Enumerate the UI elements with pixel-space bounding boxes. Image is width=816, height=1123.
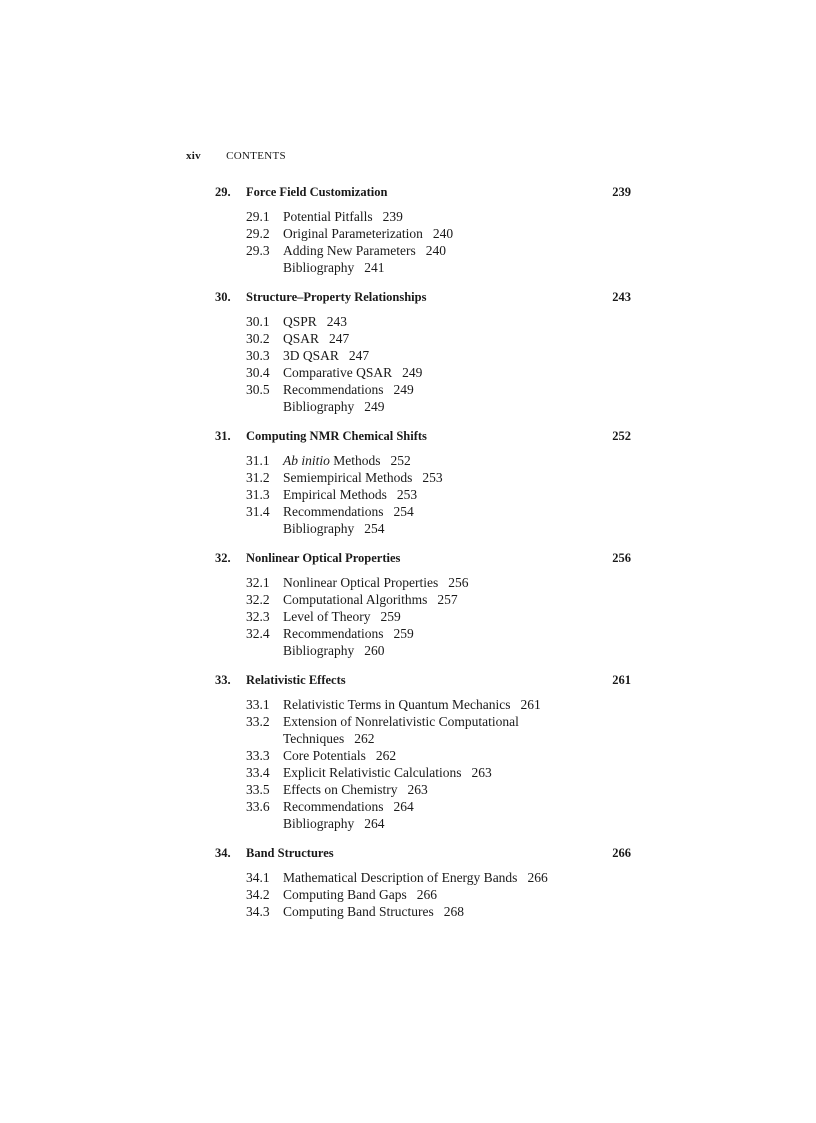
section-title: Computing Band Gaps	[283, 887, 407, 902]
bibliography-page: 264	[364, 816, 385, 831]
section-title: Semiempirical Methods	[283, 470, 413, 485]
section-page: 247	[329, 331, 350, 346]
section-title: Recommendations	[283, 504, 384, 519]
section-title: Core Potentials	[283, 748, 366, 763]
bibliography-entry	[215, 259, 631, 276]
section-entry	[215, 364, 631, 381]
section-number: 31.4	[246, 504, 270, 519]
section-title-continued: Techniques	[283, 731, 345, 746]
section-number: 33.5	[246, 782, 270, 797]
section-page: 256	[448, 575, 469, 590]
chapter-title: Force Field Customization	[246, 185, 388, 199]
section-title: Computing Band Structures	[283, 904, 434, 919]
section-page: 249	[393, 382, 414, 397]
section-number: 32.2	[246, 592, 270, 607]
bibliography-entry	[215, 398, 631, 415]
section-number: 33.3	[246, 748, 270, 763]
chapter-heading	[215, 428, 631, 445]
section-title: QSPR	[283, 314, 317, 329]
section-title: Mathematical Description of Energy Bands	[283, 870, 518, 885]
page-folio: xiv	[186, 150, 201, 162]
section-entry	[215, 313, 631, 330]
section-entry	[215, 330, 631, 347]
section-entry	[215, 903, 631, 920]
section-title: Extension of Nonrelativistic Computational	[283, 714, 519, 729]
bibliography-page: 249	[364, 399, 385, 414]
section-number: 30.2	[246, 331, 270, 346]
section-entry	[215, 713, 631, 747]
chapter-number: 30.	[215, 290, 231, 304]
table-of-contents	[215, 184, 631, 933]
section-page: 240	[432, 226, 454, 241]
bibliography-label: Bibliography	[283, 399, 355, 414]
section-entry	[215, 208, 631, 225]
section-number: 33.4	[246, 765, 270, 780]
section-title: Relativistic Terms in Quantum Mechanics	[283, 697, 511, 712]
bibliography-label: Bibliography	[283, 816, 355, 831]
chapter-29	[215, 184, 631, 276]
section-title: Level of Theory	[283, 609, 371, 624]
section-number: 31.2	[246, 470, 270, 485]
section-page: 266	[416, 887, 437, 902]
section-number: 33.6	[246, 799, 270, 814]
section-page: 262	[354, 731, 375, 746]
section-entry	[215, 696, 631, 713]
bibliography-page: 260	[364, 643, 385, 658]
section-title: Comparative QSAR	[283, 365, 393, 380]
section-page: 263	[471, 765, 492, 780]
chapter-page: 256	[612, 551, 631, 565]
section-number: 30.1	[246, 314, 270, 329]
section-number: 30.3	[246, 348, 270, 363]
chapter-30	[215, 289, 631, 415]
section-entry	[215, 469, 631, 486]
chapter-title: Computing NMR Chemical Shifts	[246, 429, 427, 443]
running-head-title: CONTENTS	[226, 150, 286, 162]
section-entry	[215, 347, 631, 364]
chapter-number: 31.	[215, 429, 231, 443]
section-page: 259	[380, 609, 401, 624]
bibliography-label: Bibliography	[283, 643, 355, 658]
section-entry	[215, 869, 631, 886]
chapter-page: 243	[612, 290, 631, 304]
section-title: Nonlinear Optical Properties	[283, 575, 439, 590]
section-entry	[215, 747, 631, 764]
section-entry	[215, 452, 631, 469]
section-entry	[215, 574, 631, 591]
section-entry	[215, 886, 631, 903]
chapter-heading	[215, 845, 631, 862]
section-title: QSAR	[283, 331, 320, 346]
section-title: Explicit Relativistic Calculations	[283, 765, 462, 780]
chapter-number: 29.	[215, 185, 231, 199]
bibliography-page: 254	[364, 521, 385, 536]
running-head	[186, 150, 286, 162]
section-page: 262	[375, 748, 397, 763]
chapter-title: Relativistic Effects	[246, 673, 346, 687]
section-number: 34.2	[246, 887, 270, 902]
chapter-33	[215, 672, 631, 832]
section-number: 30.5	[246, 382, 270, 397]
section-number: 34.3	[246, 904, 270, 919]
chapter-number: 33.	[215, 673, 231, 687]
chapter-page: 252	[612, 429, 631, 443]
chapter-32	[215, 550, 631, 659]
section-entry	[215, 242, 631, 259]
section-title: Empirical Methods	[283, 487, 387, 502]
chapter-34	[215, 845, 631, 920]
section-number: 32.4	[246, 626, 270, 641]
section-page: 243	[326, 314, 348, 329]
chapter-title: Nonlinear Optical Properties	[246, 551, 401, 565]
chapter-heading	[215, 184, 631, 201]
bibliography-entry	[215, 642, 631, 659]
section-page: 268	[443, 904, 464, 919]
section-number: 31.1	[246, 453, 270, 468]
chapter-page: 239	[612, 185, 631, 199]
section-page: 253	[422, 470, 443, 485]
section-title: Computational Algorithms	[283, 592, 428, 607]
section-page: 247	[348, 348, 370, 363]
section-page: 249	[402, 365, 423, 380]
section-page: 254	[393, 504, 414, 519]
section-number: 33.2	[246, 714, 270, 729]
section-entry	[215, 225, 631, 242]
section-title: Original Parameterization	[283, 226, 423, 241]
section-page: 257	[437, 592, 458, 607]
section-title: Effects on Chemistry	[283, 782, 398, 797]
section-page: 266	[527, 870, 548, 885]
section-title: Recommendations	[283, 799, 384, 814]
section-page: 252	[390, 453, 411, 468]
chapter-31	[215, 428, 631, 537]
bibliography-entry	[215, 815, 631, 832]
section-page: 240	[425, 243, 446, 258]
section-title: Recommendations	[283, 626, 384, 641]
section-entry	[215, 798, 631, 815]
chapter-page: 261	[612, 673, 631, 687]
section-entry	[215, 764, 631, 781]
section-number: 33.1	[246, 697, 270, 712]
section-entry	[215, 486, 631, 503]
chapter-heading	[215, 550, 631, 567]
section-entry	[215, 591, 631, 608]
section-number: 32.1	[246, 575, 270, 590]
chapter-title: Structure–Property Relationships	[246, 290, 427, 304]
section-page: 239	[382, 209, 403, 224]
bibliography-label: Bibliography	[283, 521, 355, 536]
section-title: Methods	[333, 453, 381, 468]
chapter-number: 34.	[215, 846, 231, 860]
section-number: 29.1	[246, 209, 270, 224]
section-number: 32.3	[246, 609, 270, 624]
section-entry	[215, 381, 631, 398]
section-number: 29.3	[246, 243, 270, 258]
chapter-title: Band Structures	[246, 846, 334, 860]
chapter-heading	[215, 672, 631, 689]
section-title: Recommendations	[283, 382, 384, 397]
section-number: 31.3	[246, 487, 270, 502]
section-page: 261	[520, 697, 541, 712]
bibliography-label: Bibliography	[283, 260, 355, 275]
section-title: Adding New Parameters	[283, 243, 416, 258]
section-title: Potential Pitfalls	[283, 209, 373, 224]
section-number: 30.4	[246, 365, 270, 380]
section-page: 264	[393, 799, 414, 814]
section-page: 253	[396, 487, 418, 502]
section-number: 34.1	[246, 870, 270, 885]
section-entry	[215, 608, 631, 625]
section-number: 29.2	[246, 226, 270, 241]
bibliography-entry	[215, 520, 631, 537]
section-entry	[215, 503, 631, 520]
chapter-number: 32.	[215, 551, 231, 565]
section-entry	[215, 781, 631, 798]
chapter-page: 266	[612, 846, 631, 860]
section-page: 259	[393, 626, 414, 641]
bibliography-page: 241	[364, 260, 385, 275]
chapter-heading	[215, 289, 631, 306]
section-title: 3D QSAR	[283, 348, 339, 363]
section-entry	[215, 625, 631, 642]
section-title-italic: Ab initio	[283, 453, 330, 468]
section-page: 263	[407, 782, 428, 797]
